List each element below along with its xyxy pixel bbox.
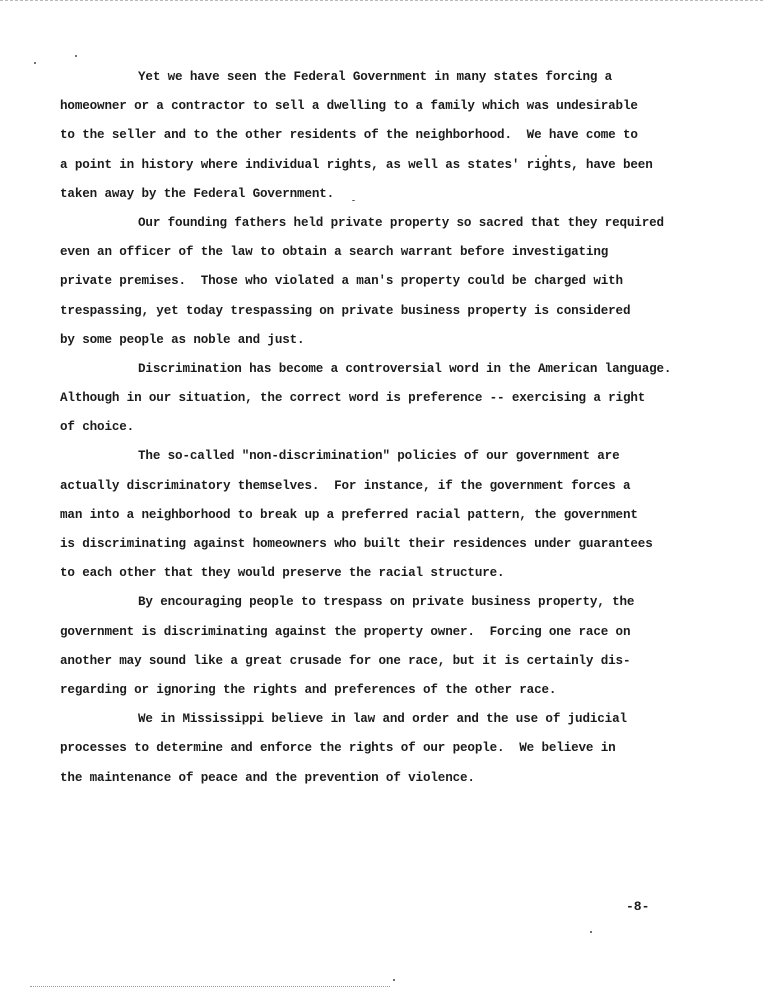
text-line: to the seller and to the other residents of the neighborhood. We have come to: [60, 128, 638, 143]
text-line: Yet we have seen the Federal Government in many states forcing a: [138, 70, 613, 84]
scan-speck: [75, 55, 77, 57]
text-line: government is discriminating against the property owner. Forcing one race on: [60, 624, 631, 639]
text-line: even an officer of the law to obtain a search warrant before investigating: [60, 245, 609, 260]
text-line: Our founding fathers held private property so sacred that they required: [138, 215, 664, 230]
text-line: trespassing, yet today trespassing on private business property is considered: [60, 303, 631, 318]
text-line: man into a neighborhood to break up a preferred racial pattern, the government: [60, 507, 638, 522]
text-line: of choice.: [60, 420, 135, 435]
text-line: homeowner or a contractor to sell a dwelling to a family which was undesirable: [60, 99, 638, 114]
text-line: The so-called "non-discrimination" policies of our government are: [138, 449, 620, 464]
scan-speck: [393, 979, 395, 981]
paragraph: [60, 705, 710, 793]
text-line: is discriminating against homeowners who built their residences under guarantees: [60, 537, 653, 551]
paragraph: [60, 63, 710, 209]
text-line: processes to determine and enforce the rights of our people. We believe in: [60, 741, 616, 756]
text-line: Discrimination has become a controversial word in the American language.: [138, 361, 672, 376]
paragraph: [60, 588, 710, 705]
text-line: the maintenance of peace and the prevention of violence.: [60, 770, 475, 785]
scan-speck: [34, 62, 36, 64]
text-line: by some people as noble and just.: [60, 332, 305, 347]
page-bottom-edge: [30, 986, 390, 987]
text-line: a point in history where individual rights, as well as states' rights, have been: [60, 157, 653, 172]
paragraph: [60, 355, 710, 443]
text-line: private premises. Those who violated a man's property could be charged with: [60, 274, 623, 289]
page-number: -8-: [626, 899, 650, 914]
text-line: We in Mississippi believe in law and order and the use of judicial: [138, 712, 627, 727]
scan-speck: [590, 931, 592, 933]
paragraph: [60, 442, 710, 588]
text-line: actually discriminatory themselves. For instance, if the government forces a: [60, 478, 631, 493]
text-line: By encouraging people to trespass on private business property, the: [138, 595, 635, 610]
text-line: Although in our situation, the correct word is preference -- exercising a right: [60, 391, 646, 406]
text-line: taken away by the Federal Government.: [60, 186, 335, 201]
text-line: to each other that they would preserve the racial structure.: [60, 566, 505, 581]
paragraph: [60, 209, 710, 355]
page-top-edge: [0, 0, 763, 1]
text-line: regarding or ignoring the rights and preferences of the other race.: [60, 682, 557, 697]
text-line: another may sound like a great crusade for one race, but it is certainly dis-: [60, 653, 631, 668]
document-body: [60, 63, 710, 793]
